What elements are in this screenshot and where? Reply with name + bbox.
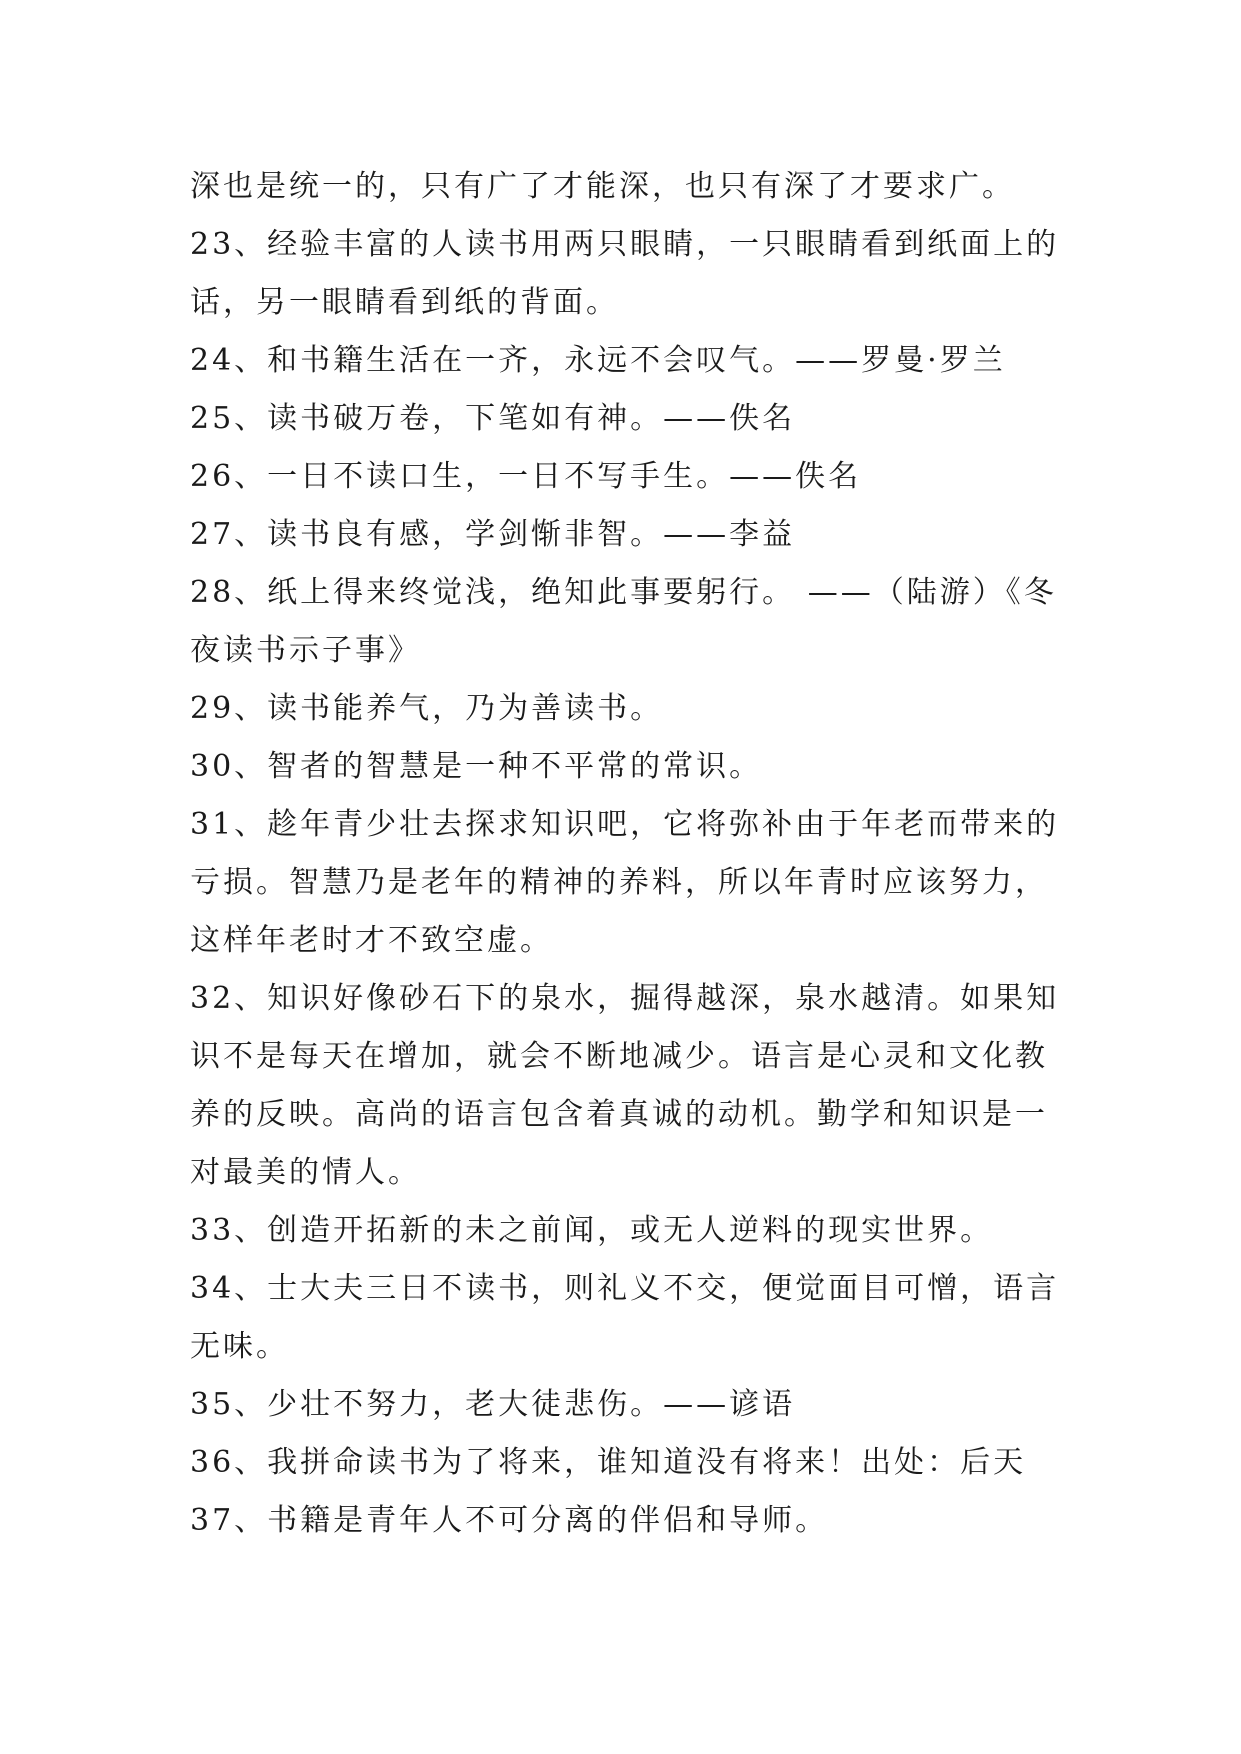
text-line: 32、知识好像砂石下的泉水，掘得越深，泉水越清。如果知 [190, 981, 1060, 1016]
text-line: 养的反映。高尚的语言包含着真诚的动机。勤学和知识是一 [190, 1097, 1048, 1132]
text-line: 33、创造开拓新的未之前闻，或无人逆料的现实世界。 [190, 1213, 994, 1248]
text-line: 无味。 [190, 1329, 289, 1364]
text-line: 31、趁年青少壮去探求知识吧，它将弥补由于年老而带来的 [190, 807, 1060, 842]
text-line: 对最美的情人。 [190, 1155, 421, 1190]
text-line: 识不是每天在增加，就会不断地减少。语言是心灵和文化教 [190, 1039, 1048, 1074]
text-line: 这样年老时才不致空虚。 [190, 923, 553, 958]
text-line: 34、士大夫三日不读书，则礼义不交，便觉面目可憎，语言 [190, 1271, 1060, 1306]
text-line: 37、书籍是青年人不可分离的伴侣和导师。 [190, 1503, 829, 1538]
text-line: 36、我拼命读书为了将来，谁知道没有将来！出处：后天 [190, 1445, 1027, 1480]
text-line: 25、读书破万卷，下笔如有神。——佚名 [190, 401, 796, 436]
text-line: 35、少壮不努力，老大徒悲伤。——谚语 [190, 1387, 796, 1422]
text-line: 27、读书良有感，学剑惭非智。——李益 [190, 517, 796, 552]
text-line: 26、一日不读口生，一日不写手生。——佚名 [190, 459, 862, 494]
text-line: 23、经验丰富的人读书用两只眼睛，一只眼睛看到纸面上的 [190, 227, 1060, 262]
text-line: 夜读书示子事》 [190, 633, 421, 668]
text-line: 亏损。智慧乃是老年的精神的养料，所以年青时应该努力， [190, 865, 1048, 900]
text-line: 深也是统一的，只有广了才能深，也只有深了才要求广。 [190, 169, 1015, 204]
text-line: 28、纸上得来终觉浅，绝知此事要躬行。 ——（陆游）《冬 [190, 575, 1057, 610]
text-line: 29、读书能养气，乃为善读书。 [190, 691, 664, 726]
text-line: 话，另一眼睛看到纸的背面。 [190, 285, 619, 320]
text-line: 24、和书籍生活在一齐，永远不会叹气。——罗曼·罗兰 [190, 343, 1006, 378]
document-body [190, 158, 1070, 1550]
text-line: 30、智者的智慧是一种不平常的常识。 [190, 749, 763, 784]
